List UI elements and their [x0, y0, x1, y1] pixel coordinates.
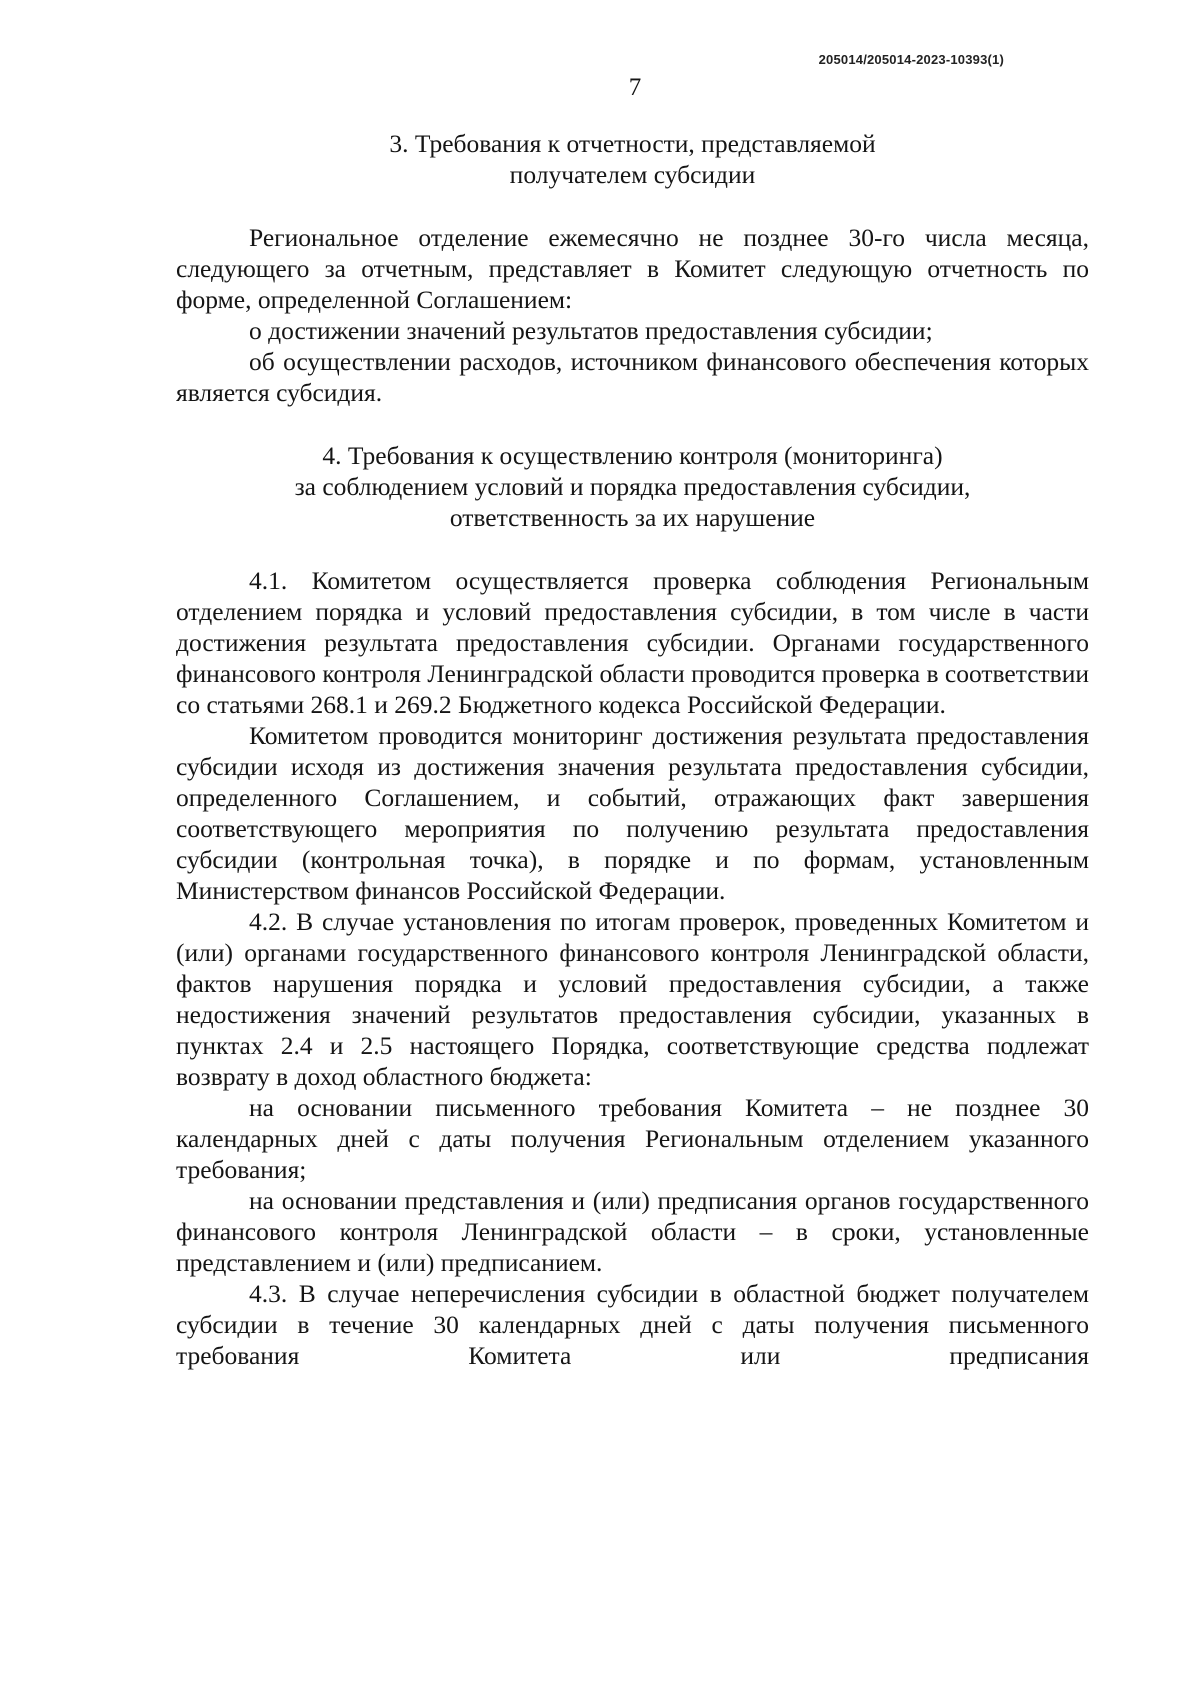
section-3-title-line-1: 3. Требования к отчетности, представляемой: [389, 129, 876, 158]
paragraph-monitoring: Комитетом проводится мониторинг достижения результата предоставления субсидии исходя из достижения значения результата предоставления субсидии, определенного Соглашением, и событий, отражающих факт завершения соответствующего мероприятия по получению результата предоставления субсидии (контрольная точка), в порядке и по формам, установленным Министерством финансов Российской Федерации.: [176, 721, 1089, 905]
section-3-heading: [176, 128, 1089, 190]
paragraph-written-requirement: на основании письменного требования Комитета – не позднее 30 календарных дней с даты получения Региональным отделением указанного требования;: [176, 1093, 1089, 1184]
paragraph-4-2: 4.2. В случае установления по итогам проверок, проведенных Комитетом и (или) органами государственного финансового контроля Ленинградской области, фактов нарушения порядка и условий предоставления субсидии, а также недостижения значений результатов предоставления субсидии, указанных в пунктах 2.4 и 2.5 настоящего Порядка, соответствующие средства подлежат возврату в доход областного бюджета:: [176, 907, 1089, 1091]
paragraph-4-1: 4.1. Комитетом осуществляется проверка соблюдения Региональным отделением порядка и условий предоставления субсидии, в том числе в части достижения результата предоставления субсидии. Органами государственного финансового контроля Ленинградской области проводится проверка в соответствии со статьями 268.1 и 269.2 Бюджетного кодекса Российской Федерации.: [176, 566, 1089, 719]
paragraph: об осуществлении расходов, источником финансового обеспечения которых является субсидия.: [176, 347, 1089, 407]
paragraph-prescription: на основании представления и (или) предписания органов государственного финансового контроля Ленинградской области – в сроки, установленные представлением и (или) предписанием.: [176, 1186, 1089, 1277]
section-4-title-line-1: 4. Требования к осуществлению контроля (мониторинга): [322, 441, 943, 470]
section-4-title-line-2: за соблюдением условий и порядка предоставления субсидии,: [294, 472, 971, 501]
paragraph: о достижении значений результатов предоставления субсидии;: [249, 316, 933, 345]
document-id: 205014/205014-2023-10393(1): [818, 52, 1004, 67]
section-4-heading: [176, 440, 1089, 533]
paragraph: Региональное отделение ежемесячно не позднее 30-го числа месяца, следующего за отчетным, представляет в Комитет следующую отчетность по форме, определенной Соглашением:: [176, 223, 1089, 314]
page-number: 7: [628, 74, 642, 101]
section-4-title-line-3: ответственность за их нарушение: [449, 503, 816, 532]
section-4-body: [176, 565, 1089, 1371]
paragraph-4-3: 4.3. В случае неперечисления субсидии в областной бюджет получателем субсидии в течение 30 календарных дней с даты получения письменного требования Комитета или предписания: [176, 1279, 1089, 1370]
section-3-body: [176, 222, 1089, 408]
section-3-title-line-2: получателем субсидии: [509, 160, 756, 189]
